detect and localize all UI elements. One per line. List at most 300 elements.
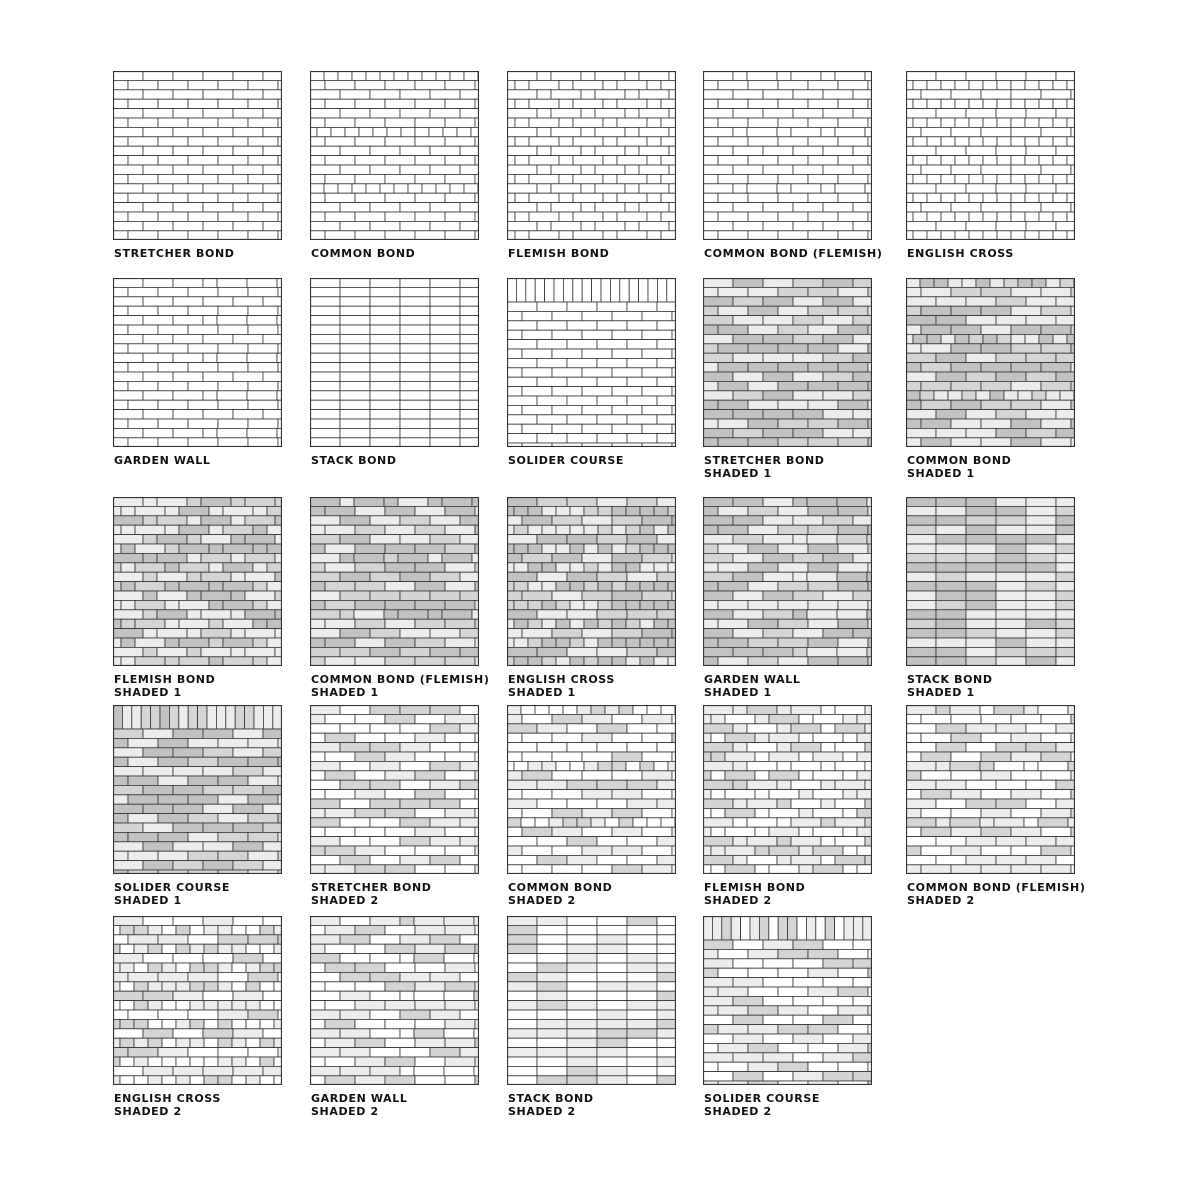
- stretcher-brick: [460, 109, 479, 118]
- header-brick: [253, 525, 267, 534]
- stretcher-brick: [595, 109, 625, 118]
- header-brick: [733, 837, 747, 846]
- stretcher-brick: [853, 353, 872, 362]
- stretcher-brick: [263, 334, 282, 343]
- stretcher-brick: [522, 553, 552, 562]
- stretcher-brick: [233, 861, 263, 870]
- stretcher-brick: [813, 733, 843, 742]
- header-brick: [821, 780, 835, 789]
- stretcher-brick: [188, 419, 218, 428]
- header-brick: [253, 600, 267, 609]
- stretcher-brick: [552, 387, 582, 396]
- stretcher-brick: [370, 629, 400, 638]
- header-brick: [1024, 761, 1038, 770]
- stretcher-brick: [921, 808, 951, 817]
- stretcher-brick: [522, 330, 552, 339]
- header-brick: [176, 1001, 190, 1010]
- stretcher-brick: [733, 940, 763, 949]
- stretcher-brick: [157, 497, 187, 506]
- stretcher-brick: [128, 738, 158, 747]
- stretcher-brick: [627, 415, 657, 424]
- stretcher-brick: [325, 1076, 355, 1085]
- stretcher-brick: [906, 657, 936, 666]
- stretcher-brick: [906, 855, 936, 864]
- stretcher-brick: [173, 297, 203, 306]
- stretcher-brick: [385, 944, 415, 953]
- header-brick: [209, 506, 223, 515]
- stretcher-brick: [355, 156, 385, 165]
- header-brick: [625, 71, 639, 80]
- stretcher-brick: [537, 340, 567, 349]
- header-brick: [134, 1057, 148, 1066]
- header-brick: [209, 544, 223, 553]
- stretcher-brick: [355, 1038, 385, 1047]
- stretcher-brick: [1026, 497, 1056, 506]
- header-brick: [165, 582, 179, 591]
- stretcher-brick: [445, 544, 475, 553]
- stretcher-brick: [445, 118, 475, 127]
- stretcher-brick: [763, 221, 793, 230]
- stretcher-brick: [857, 752, 872, 761]
- stretcher-brick: [906, 790, 921, 799]
- stretcher-brick: [595, 165, 625, 174]
- stretcher-brick: [460, 1010, 479, 1019]
- stretcher-brick: [657, 377, 676, 386]
- stretcher-brick: [1011, 419, 1041, 428]
- stretcher-brick: [703, 221, 733, 230]
- header-brick: [755, 790, 769, 799]
- header-brick: [570, 657, 584, 666]
- stretcher-brick: [158, 776, 188, 785]
- stretcher-brick: [128, 306, 158, 315]
- header-brick: [165, 600, 179, 609]
- header-brick: [711, 771, 725, 780]
- stretcher-brick: [340, 306, 370, 315]
- stretcher-brick: [657, 497, 676, 506]
- header-brick: [260, 925, 274, 934]
- header-brick: [990, 278, 1004, 287]
- stretcher-brick: [981, 306, 1011, 315]
- stretcher-brick: [445, 619, 475, 628]
- stretcher-brick: [325, 231, 355, 240]
- stretcher-brick: [703, 846, 711, 855]
- stretcher-brick: [951, 306, 981, 315]
- stretcher-brick: [718, 287, 748, 296]
- stretcher-brick: [778, 156, 808, 165]
- stretcher-brick: [507, 231, 515, 240]
- stretcher-brick: [460, 203, 479, 212]
- stretcher-brick: [1056, 629, 1075, 638]
- stretcher-brick: [173, 823, 203, 832]
- stretcher-brick: [627, 991, 657, 1000]
- stretcher-brick: [218, 814, 248, 823]
- stretcher-brick: [325, 982, 355, 991]
- stretcher-brick: [573, 212, 603, 221]
- stretcher-brick: [906, 553, 936, 562]
- caption-line-1: COMMON BOND: [907, 454, 1012, 467]
- header-brick: [570, 544, 584, 553]
- stretcher-brick: [1041, 846, 1071, 855]
- header-brick: [843, 808, 857, 817]
- tile-stack-bond-shaded-1: [906, 497, 1105, 706]
- stretcher-brick: [507, 516, 522, 525]
- stretcher-brick: [703, 572, 733, 581]
- stretcher-brick: [325, 944, 355, 953]
- stretcher-brick: [248, 972, 278, 981]
- stretcher-brick: [906, 428, 936, 437]
- stretcher-brick: [385, 752, 415, 761]
- stretcher-brick: [430, 572, 460, 581]
- stretcher-brick: [703, 278, 733, 287]
- header-brick: [120, 1076, 134, 1085]
- stretcher-brick: [1026, 780, 1056, 789]
- stretcher-brick: [203, 804, 233, 813]
- stretcher-brick: [597, 647, 627, 656]
- stretcher-brick: [627, 916, 657, 925]
- header-brick: [352, 184, 366, 193]
- stretcher-brick: [460, 278, 479, 287]
- stretcher-brick: [835, 761, 865, 770]
- stretcher-brick: [233, 184, 263, 193]
- stretcher-brick: [340, 1029, 370, 1038]
- stretcher-brick: [370, 1066, 400, 1075]
- stretcher-brick: [415, 118, 445, 127]
- soldier-brick: [226, 705, 235, 729]
- header-brick: [274, 963, 282, 972]
- stretcher-brick: [113, 203, 143, 212]
- stretcher-brick: [906, 752, 921, 761]
- stretcher-brick: [430, 109, 460, 118]
- stretcher-brick: [340, 799, 370, 808]
- stretcher-brick: [793, 940, 823, 949]
- stretcher-brick: [763, 497, 793, 506]
- stretcher-brick: [218, 174, 248, 183]
- header-brick: [584, 506, 598, 515]
- header-brick: [668, 582, 676, 591]
- stretcher-brick: [936, 497, 966, 506]
- stretcher-brick: [642, 733, 672, 742]
- stretcher-brick: [460, 90, 479, 99]
- stretcher-brick: [906, 381, 921, 390]
- stretcher-brick: [157, 610, 187, 619]
- header-brick: [983, 156, 997, 165]
- header-brick: [647, 193, 661, 202]
- stretcher-brick: [748, 968, 778, 977]
- stretcher-brick: [582, 808, 612, 817]
- header-brick: [1025, 212, 1039, 221]
- stretcher-brick: [733, 978, 763, 987]
- stretcher-brick: [223, 506, 253, 515]
- header-brick: [359, 127, 373, 136]
- stretcher-brick: [966, 497, 996, 506]
- header-brick: [755, 846, 769, 855]
- stretcher-brick: [642, 349, 672, 358]
- stretcher-brick: [763, 90, 793, 99]
- stretcher-brick: [460, 647, 479, 656]
- header-brick: [640, 525, 654, 534]
- stretcher-brick: [460, 334, 479, 343]
- stretcher-brick: [661, 80, 676, 89]
- stretcher-brick: [430, 743, 460, 752]
- stretcher-brick: [218, 381, 248, 390]
- header-brick: [1011, 137, 1025, 146]
- header-brick: [514, 582, 528, 591]
- stretcher-brick: [310, 991, 340, 1000]
- stretcher-brick: [966, 837, 996, 846]
- stretcher-brick: [340, 372, 370, 381]
- stretcher-brick: [597, 377, 627, 386]
- header-brick: [612, 619, 626, 628]
- stretcher-brick: [370, 647, 400, 656]
- stretcher-brick: [582, 591, 612, 600]
- stretcher-brick: [263, 297, 282, 306]
- caption-line-2: SHADED 2: [704, 1105, 772, 1118]
- stretcher-brick: [415, 525, 445, 534]
- stretcher-brick: [994, 705, 1024, 714]
- stretcher-brick: [657, 1010, 676, 1019]
- stretcher-brick: [639, 203, 669, 212]
- stretcher-brick: [808, 438, 838, 447]
- stretcher-brick: [430, 203, 460, 212]
- stretcher-brick: [981, 733, 1011, 742]
- stretcher-brick: [627, 724, 657, 733]
- header-brick: [612, 544, 626, 553]
- header-brick: [556, 600, 570, 609]
- stretcher-brick: [143, 221, 173, 230]
- header-brick: [515, 231, 529, 240]
- stretcher-brick: [552, 516, 582, 525]
- stretcher-brick: [748, 563, 778, 572]
- header-brick: [218, 1076, 232, 1085]
- stretcher-brick: [370, 306, 400, 315]
- header-brick: [537, 146, 551, 155]
- stretcher-brick: [966, 638, 996, 647]
- stretcher-brick: [460, 306, 479, 315]
- stretcher-brick: [445, 1001, 475, 1010]
- stretcher-brick: [370, 535, 400, 544]
- header-brick: [843, 733, 857, 742]
- header-brick: [570, 563, 584, 572]
- stretcher-brick: [143, 353, 173, 362]
- stretcher-brick: [310, 647, 340, 656]
- stretcher-brick: [703, 525, 718, 534]
- stretcher-brick: [748, 638, 778, 647]
- stretcher-brick: [567, 302, 597, 311]
- header-brick: [231, 610, 245, 619]
- stretcher-brick: [263, 90, 282, 99]
- stretcher-brick: [552, 752, 582, 761]
- stretcher-brick: [763, 647, 793, 656]
- stretcher-brick: [906, 629, 936, 638]
- header-brick: [246, 944, 260, 953]
- stretcher-brick: [173, 278, 203, 287]
- header-brick: [428, 610, 442, 619]
- header-brick: [668, 657, 676, 666]
- stretcher-brick: [218, 80, 248, 89]
- header-brick: [187, 535, 201, 544]
- header-brick: [936, 705, 950, 714]
- stretcher-brick: [567, 954, 597, 963]
- stretcher-brick: [921, 363, 951, 372]
- header-brick: [209, 657, 223, 666]
- stretcher-brick: [837, 497, 867, 506]
- stretcher-brick: [703, 203, 733, 212]
- stretcher-brick: [823, 165, 853, 174]
- tile-common-bond: [310, 71, 509, 280]
- stretcher-brick: [763, 629, 793, 638]
- stretcher-brick: [355, 600, 385, 609]
- header-brick: [1067, 193, 1075, 202]
- header-brick: [777, 799, 791, 808]
- tile-stretcher-bond-shaded-1: [703, 278, 902, 487]
- stretcher-brick: [778, 419, 808, 428]
- stretcher-brick: [627, 935, 657, 944]
- stretcher-brick: [1056, 591, 1075, 600]
- soldier-brick: [703, 916, 712, 940]
- header-brick: [955, 193, 969, 202]
- stretcher-brick: [400, 743, 430, 752]
- header-brick: [190, 925, 204, 934]
- stretcher-brick: [617, 212, 647, 221]
- stretcher-brick: [996, 610, 1026, 619]
- stretcher-brick: [460, 705, 479, 714]
- stretcher-brick: [853, 428, 872, 437]
- stretcher-brick: [921, 90, 951, 99]
- stretcher-brick: [906, 705, 936, 714]
- stretcher-brick: [157, 572, 187, 581]
- stretcher-brick: [310, 400, 340, 409]
- stretcher-brick: [128, 99, 158, 108]
- stretcher-brick: [310, 1019, 325, 1028]
- stretcher-brick: [582, 311, 612, 320]
- header-brick: [148, 1019, 162, 1028]
- header-brick: [190, 1019, 204, 1028]
- stretcher-brick: [582, 516, 612, 525]
- soldier-brick: [179, 705, 188, 729]
- stretcher-brick: [906, 71, 936, 80]
- stretcher-brick: [778, 306, 808, 315]
- stretcher-brick: [793, 959, 823, 968]
- stretcher-brick: [355, 846, 385, 855]
- stretcher-brick: [703, 752, 711, 761]
- header-brick: [647, 156, 661, 165]
- stretcher-brick: [597, 1057, 627, 1066]
- stretcher-brick: [552, 714, 582, 723]
- stretcher-brick: [507, 311, 522, 320]
- header-brick: [581, 221, 595, 230]
- tile-common-bond-shaded-1: [906, 278, 1105, 487]
- stretcher-brick: [617, 156, 647, 165]
- header-brick: [121, 544, 135, 553]
- stretcher-brick: [582, 553, 612, 562]
- stretcher-brick: [415, 790, 445, 799]
- header-brick: [625, 127, 639, 136]
- stretcher-brick: [808, 987, 838, 996]
- header-brick: [793, 572, 807, 581]
- stretcher-brick: [763, 1015, 793, 1024]
- stretcher-brick: [567, 935, 597, 944]
- stretcher-brick: [340, 438, 370, 447]
- header-brick: [331, 127, 345, 136]
- soldier-brick: [160, 705, 169, 729]
- stretcher-brick: [385, 1057, 415, 1066]
- stretcher-brick: [173, 391, 203, 400]
- stretcher-brick: [385, 846, 415, 855]
- stretcher-brick: [906, 572, 936, 581]
- stretcher-brick: [310, 790, 325, 799]
- stretcher-brick: [642, 368, 672, 377]
- stretcher-brick: [355, 771, 385, 780]
- pattern-swatch: [310, 705, 479, 874]
- stretcher-brick: [996, 553, 1026, 562]
- stretcher-brick: [1026, 724, 1056, 733]
- stretcher-brick: [233, 165, 263, 174]
- stretcher-brick: [325, 827, 355, 836]
- stretcher-brick: [158, 156, 188, 165]
- header-brick: [176, 1019, 190, 1028]
- stretcher-brick: [808, 80, 838, 89]
- stretcher-brick: [747, 724, 777, 733]
- stretcher-brick: [853, 165, 872, 174]
- caption-line-1: SOLIDER COURSE: [508, 454, 624, 467]
- stretcher-brick: [657, 780, 676, 789]
- stretcher-brick: [703, 600, 718, 609]
- stretcher-brick: [733, 497, 763, 506]
- stretcher-brick: [981, 714, 1011, 723]
- stretcher-brick: [522, 516, 552, 525]
- stretcher-brick: [853, 1053, 872, 1062]
- stretcher-brick: [415, 808, 445, 817]
- stretcher-brick: [966, 629, 996, 638]
- header-brick: [843, 846, 857, 855]
- stretcher-brick: [703, 497, 733, 506]
- stretcher-brick: [537, 1076, 567, 1085]
- stretcher-brick: [627, 837, 657, 846]
- stretcher-brick: [657, 1057, 676, 1066]
- header-brick: [821, 705, 835, 714]
- header-brick: [231, 591, 245, 600]
- header-brick: [274, 1057, 282, 1066]
- stretcher-brick: [657, 743, 676, 752]
- stretcher-brick: [442, 553, 472, 562]
- stretcher-brick: [400, 572, 430, 581]
- caption-line-2: SHADED 1: [508, 686, 576, 699]
- stretcher-brick: [966, 743, 996, 752]
- header-brick: [408, 184, 422, 193]
- stretcher-brick: [113, 109, 143, 118]
- stretcher-brick: [1056, 780, 1075, 789]
- stretcher-brick: [951, 344, 981, 353]
- stretcher-brick: [793, 978, 823, 987]
- header-brick: [521, 705, 535, 714]
- stretcher-brick: [188, 287, 218, 296]
- stretcher-brick: [733, 629, 763, 638]
- header-brick: [246, 925, 260, 934]
- stretcher-brick: [838, 506, 868, 515]
- stretcher-brick: [325, 1057, 355, 1066]
- stretcher-brick: [444, 991, 474, 1000]
- stretcher-brick: [113, 71, 143, 80]
- header-brick: [232, 1038, 246, 1047]
- stretcher-brick: [263, 127, 282, 136]
- stretcher-brick: [310, 203, 340, 212]
- stretcher-brick: [400, 818, 430, 827]
- stretcher-brick: [808, 525, 838, 534]
- stretcher-brick: [325, 193, 355, 202]
- stretcher-brick: [223, 525, 253, 534]
- stretcher-brick: [552, 733, 582, 742]
- stretcher-brick: [823, 109, 853, 118]
